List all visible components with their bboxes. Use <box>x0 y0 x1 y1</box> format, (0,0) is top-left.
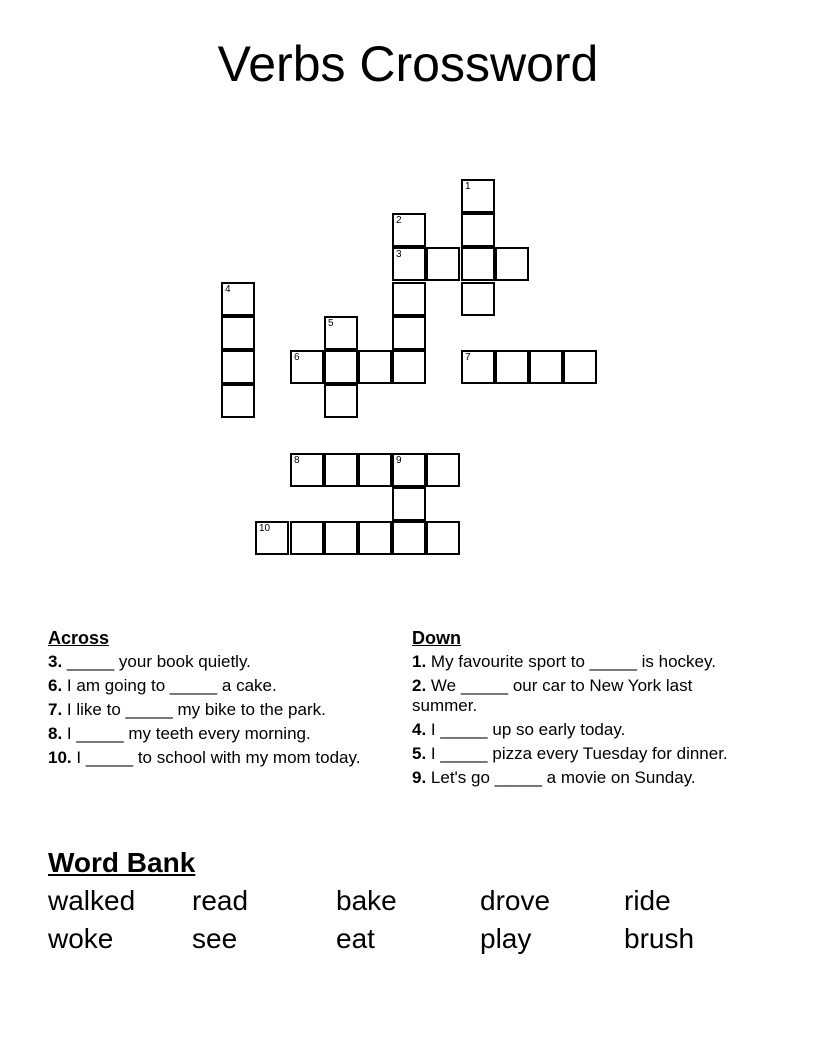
word-bank-word: read <box>192 885 249 916</box>
crossword-cell[interactable] <box>461 350 495 384</box>
clue-number: 8. <box>48 724 63 743</box>
clue-across-6 <box>48 676 388 696</box>
crossword-cell[interactable] <box>221 384 255 418</box>
clue-across-3 <box>48 652 388 672</box>
crossword-cell[interactable] <box>290 521 324 555</box>
clue-down-2 <box>412 676 762 716</box>
clue-number: 2. <box>412 676 427 695</box>
clue-across-8 <box>48 724 388 744</box>
crossword-cell[interactable] <box>324 453 358 487</box>
page-title: Verbs Crossword <box>217 36 599 92</box>
crossword-cell[interactable] <box>461 247 495 281</box>
crossword-cell[interactable] <box>392 247 426 281</box>
crossword-cell[interactable] <box>461 282 495 316</box>
crossword-cell[interactable] <box>324 384 358 418</box>
clue-text: I _____ up so early today. <box>430 720 626 739</box>
clue-down-4 <box>412 720 762 740</box>
clue-text: I _____ my teeth every morning. <box>66 724 311 743</box>
clue-number: 1. <box>412 652 427 671</box>
crossword-cell[interactable] <box>358 350 392 384</box>
crossword-cell[interactable] <box>324 350 358 384</box>
crossword-cell[interactable] <box>290 350 324 384</box>
crossword-cell[interactable] <box>221 282 255 316</box>
crossword-cell[interactable] <box>221 316 255 350</box>
crossword-cell[interactable] <box>461 179 495 213</box>
word-bank-word: walked <box>48 885 136 916</box>
word-bank-word: see <box>192 923 238 954</box>
crossword-cell[interactable] <box>426 247 460 281</box>
across-heading: Across <box>48 628 110 648</box>
cell-number: 1 <box>465 181 471 192</box>
word-bank-word: bake <box>336 885 397 916</box>
cell-number: 7 <box>465 352 471 363</box>
word-bank-word: woke <box>48 923 114 954</box>
clue-number: 10. <box>48 748 72 767</box>
clue-number: 5. <box>412 744 427 763</box>
crossword-cell[interactable] <box>392 487 426 521</box>
clue-text: I _____ pizza every Tuesday for dinner. <box>430 744 728 763</box>
cell-number: 9 <box>396 455 402 466</box>
clue-number: 6. <box>48 676 63 695</box>
down-heading: Down <box>412 628 461 648</box>
clue-across-7 <box>48 700 388 720</box>
cell-number: 5 <box>328 318 334 329</box>
down-clues <box>412 628 762 792</box>
crossword-cell[interactable] <box>426 453 460 487</box>
word-bank-word: eat <box>336 923 375 954</box>
clue-text: Let's go _____ a movie on Sunday. <box>430 768 696 787</box>
word-bank-word: drove <box>480 885 551 916</box>
clue-number: 4. <box>412 720 427 739</box>
clue-text: I like to _____ my bike to the park. <box>66 700 326 719</box>
crossword-cell[interactable] <box>324 521 358 555</box>
crossword-cell[interactable] <box>392 453 426 487</box>
crossword-cell[interactable] <box>529 350 563 384</box>
clue-down-1 <box>412 652 762 672</box>
clue-text: _____ your book quietly. <box>66 652 251 671</box>
cell-number: 8 <box>294 455 300 466</box>
crossword-cell[interactable] <box>426 521 460 555</box>
clue-text: I am going to _____ a cake. <box>66 676 277 695</box>
crossword-cell[interactable] <box>358 521 392 555</box>
crossword-cell[interactable] <box>324 316 358 350</box>
crossword-cell[interactable] <box>461 213 495 247</box>
crossword-cell[interactable] <box>495 350 529 384</box>
crossword-cell[interactable] <box>358 453 392 487</box>
clue-text: We _____ our car to New York last summer. <box>412 676 693 715</box>
clue-number: 7. <box>48 700 63 719</box>
word-bank <box>48 882 768 958</box>
clue-number: 9. <box>412 768 427 787</box>
crossword-cell[interactable] <box>392 213 426 247</box>
crossword-cell[interactable] <box>392 521 426 555</box>
crossword-cell[interactable] <box>392 316 426 350</box>
clue-number: 3. <box>48 652 63 671</box>
crossword-cell[interactable] <box>290 453 324 487</box>
crossword-cell[interactable] <box>392 282 426 316</box>
crossword-cell[interactable] <box>495 247 529 281</box>
clue-text: I _____ to school with my mom today. <box>76 748 361 767</box>
word-bank-word: brush <box>624 923 695 954</box>
cell-number: 10 <box>259 523 271 534</box>
cell-number: 6 <box>294 352 300 363</box>
across-clues <box>48 628 388 772</box>
clue-across-10 <box>48 748 388 768</box>
clue-down-9 <box>412 768 762 788</box>
word-bank-title: Word Bank <box>48 847 196 878</box>
crossword-cell[interactable] <box>392 350 426 384</box>
word-bank-word: play <box>480 923 532 954</box>
cell-number: 3 <box>396 249 402 260</box>
cell-number: 4 <box>225 284 231 295</box>
word-bank-word: ride <box>624 885 671 916</box>
cell-number: 2 <box>396 215 402 226</box>
crossword-cell[interactable] <box>255 521 289 555</box>
crossword-cell[interactable] <box>221 350 255 384</box>
clue-down-5 <box>412 744 762 764</box>
clue-text: My favourite sport to _____ is hockey. <box>430 652 716 671</box>
crossword-cell[interactable] <box>563 350 597 384</box>
